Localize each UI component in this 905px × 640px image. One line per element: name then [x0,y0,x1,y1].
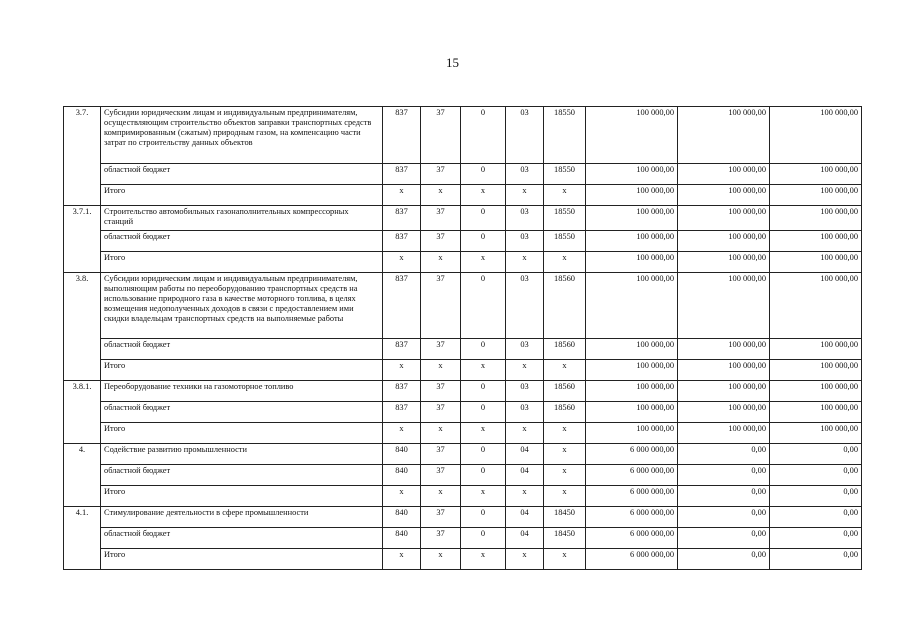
amount-cell: 0,00 [678,444,770,465]
amount-cell: 6 000 000,00 [586,444,678,465]
amount-cell: 0,00 [678,549,770,570]
row-description: областной бюджет [101,339,383,360]
code-cell: 837 [383,273,421,339]
amount-cell: 100 000,00 [586,360,678,381]
code-cell: х [461,549,506,570]
code-cell: 837 [383,231,421,252]
amount-cell: 100 000,00 [770,402,862,423]
code-cell: х [421,549,461,570]
table-row [64,381,862,402]
amount-cell: 100 000,00 [586,164,678,185]
code-cell: х [461,185,506,206]
table-row [64,252,862,273]
row-description: Итого [101,185,383,206]
code-cell: 0 [461,507,506,528]
code-cell: х [544,444,586,465]
code-cell: 37 [421,231,461,252]
amount-cell: 100 000,00 [586,206,678,231]
amount-cell: 100 000,00 [770,360,862,381]
code-cell: х [544,465,586,486]
code-cell: 837 [383,206,421,231]
code-cell: 03 [506,164,544,185]
code-cell: 0 [461,164,506,185]
amount-cell: 100 000,00 [586,273,678,339]
code-cell: 18560 [544,402,586,423]
code-cell: 03 [506,402,544,423]
code-cell: х [506,486,544,507]
amount-cell: 6 000 000,00 [586,465,678,486]
amount-cell: 0,00 [770,528,862,549]
code-cell: 03 [506,381,544,402]
amount-cell: 100 000,00 [678,185,770,206]
amount-cell: 100 000,00 [678,231,770,252]
amount-cell: 100 000,00 [678,107,770,164]
amount-cell: 6 000 000,00 [586,528,678,549]
code-cell: 04 [506,528,544,549]
code-cell: х [544,360,586,381]
amount-cell: 0,00 [770,465,862,486]
amount-cell: 0,00 [770,486,862,507]
code-cell: 18450 [544,528,586,549]
amount-cell: 100 000,00 [678,164,770,185]
amount-cell: 0,00 [770,507,862,528]
code-cell: 37 [421,381,461,402]
budget-table [63,106,862,570]
amount-cell: 100 000,00 [678,273,770,339]
code-cell: 37 [421,528,461,549]
amount-cell: 0,00 [678,465,770,486]
amount-cell: 100 000,00 [586,339,678,360]
table-row [64,273,862,339]
code-cell: 18550 [544,164,586,185]
code-cell: х [421,486,461,507]
table-row [64,164,862,185]
amount-cell: 100 000,00 [770,423,862,444]
section-number: 4.1. [64,507,101,570]
code-cell: 37 [421,465,461,486]
code-cell: х [383,360,421,381]
code-cell: 18550 [544,231,586,252]
code-cell: х [421,185,461,206]
code-cell: 840 [383,507,421,528]
code-cell: х [461,360,506,381]
section-number: 3.7.1. [64,206,101,273]
code-cell: х [461,423,506,444]
code-cell: 0 [461,465,506,486]
code-cell: 18560 [544,339,586,360]
page-number: 15 [446,55,459,70]
code-cell: х [421,423,461,444]
code-cell: 840 [383,528,421,549]
amount-cell: 100 000,00 [678,339,770,360]
row-description: Переоборудование техники на газомоторное топливо [101,381,383,402]
row-description: Итого [101,360,383,381]
table-row [64,185,862,206]
row-description: Итого [101,549,383,570]
code-cell: 37 [421,444,461,465]
amount-cell: 100 000,00 [770,252,862,273]
code-cell: 04 [506,444,544,465]
code-cell: х [421,252,461,273]
row-description: Итого [101,252,383,273]
amount-cell: 100 000,00 [586,381,678,402]
code-cell: 37 [421,339,461,360]
table-row [64,507,862,528]
row-description: областной бюджет [101,231,383,252]
code-cell: 837 [383,402,421,423]
code-cell: 0 [461,444,506,465]
amount-cell: 100 000,00 [586,402,678,423]
code-cell: х [383,486,421,507]
code-cell: 837 [383,107,421,164]
code-cell: 0 [461,107,506,164]
code-cell: 0 [461,206,506,231]
code-cell: 37 [421,402,461,423]
row-description: областной бюджет [101,164,383,185]
table-row [64,423,862,444]
section-number: 3.8.1. [64,381,101,444]
amount-cell: 0,00 [678,507,770,528]
amount-cell: 100 000,00 [770,107,862,164]
code-cell: х [383,185,421,206]
table-row [64,107,862,164]
code-cell: х [421,360,461,381]
amount-cell: 0,00 [678,528,770,549]
code-cell: 18450 [544,507,586,528]
code-cell: 0 [461,273,506,339]
code-cell: 837 [383,339,421,360]
code-cell: х [383,252,421,273]
table-row [64,486,862,507]
amount-cell: 0,00 [770,549,862,570]
code-cell: 37 [421,107,461,164]
row-description: Строительство автомобильных газонаполнительных компрессорных станций [101,206,383,231]
code-cell: 37 [421,206,461,231]
table-row [64,339,862,360]
amount-cell: 100 000,00 [770,231,862,252]
code-cell: х [383,549,421,570]
amount-cell: 100 000,00 [770,381,862,402]
code-cell: 18550 [544,107,586,164]
amount-cell: 100 000,00 [586,423,678,444]
code-cell: 0 [461,339,506,360]
code-cell: 0 [461,528,506,549]
amount-cell: 100 000,00 [770,273,862,339]
code-cell: 18560 [544,273,586,339]
code-cell: х [544,252,586,273]
code-cell: 837 [383,381,421,402]
amount-cell: 6 000 000,00 [586,507,678,528]
code-cell: 0 [461,231,506,252]
amount-cell: 100 000,00 [678,252,770,273]
code-cell: х [544,486,586,507]
row-description: Стимулирование деятельности в сфере промышленности [101,507,383,528]
row-description: областной бюджет [101,465,383,486]
amount-cell: 100 000,00 [770,185,862,206]
code-cell: х [461,486,506,507]
amount-cell: 100 000,00 [586,107,678,164]
code-cell: 03 [506,273,544,339]
row-description: областной бюджет [101,528,383,549]
amount-cell: 100 000,00 [770,339,862,360]
amount-cell: 100 000,00 [770,164,862,185]
amount-cell: 100 000,00 [586,252,678,273]
code-cell: 37 [421,273,461,339]
code-cell: 04 [506,465,544,486]
amount-cell: 100 000,00 [678,402,770,423]
code-cell: 37 [421,164,461,185]
amount-cell: 100 000,00 [678,360,770,381]
code-cell: х [383,423,421,444]
code-cell: х [544,423,586,444]
code-cell: х [544,185,586,206]
code-cell: 840 [383,465,421,486]
code-cell: 0 [461,402,506,423]
code-cell: х [544,549,586,570]
section-number: 3.8. [64,273,101,381]
row-description: Содействие развитию промышленности [101,444,383,465]
code-cell: 04 [506,507,544,528]
amount-cell: 100 000,00 [678,381,770,402]
code-cell: х [506,252,544,273]
code-cell: х [506,423,544,444]
code-cell: 37 [421,507,461,528]
code-cell: х [506,185,544,206]
code-cell: 18550 [544,206,586,231]
table-row [64,528,862,549]
amount-cell: 6 000 000,00 [586,486,678,507]
amount-cell: 100 000,00 [678,206,770,231]
amount-cell: 100 000,00 [586,231,678,252]
budget-table-body [64,107,862,570]
code-cell: 0 [461,381,506,402]
amount-cell: 0,00 [770,444,862,465]
table-row [64,549,862,570]
amount-cell: 6 000 000,00 [586,549,678,570]
table-row [64,402,862,423]
amount-cell: 100 000,00 [770,206,862,231]
row-description: Субсидии юридическим лицам и индивидуальным предпринимателям, выполняющим работы по переоборудованию транспортных средств на использование природного газа в качестве моторного топлива, в целях возмещения недополученных доходов в связи с предоставлением ими скидки владельцам транспортных средств на выполняемые работы [101,273,383,339]
code-cell: 03 [506,231,544,252]
table-row [64,360,862,381]
amount-cell: 0,00 [678,486,770,507]
section-number: 3.7. [64,107,101,206]
code-cell: 18560 [544,381,586,402]
row-description: Субсидии юридическим лицам и индивидуальным предпринимателям, осуществляющим строительство объектов заправки транспортных средств компримированным (сжатым) природным газом, на компенсацию части затрат по строительству данных объектов [101,107,383,164]
table-row [64,465,862,486]
table-row [64,444,862,465]
row-description: Итого [101,486,383,507]
row-description: Итого [101,423,383,444]
table-row [64,206,862,231]
section-number: 4. [64,444,101,507]
code-cell: 840 [383,444,421,465]
code-cell: 03 [506,206,544,231]
code-cell: х [461,252,506,273]
row-description: областной бюджет [101,402,383,423]
code-cell: 837 [383,164,421,185]
code-cell: х [506,549,544,570]
amount-cell: 100 000,00 [586,185,678,206]
amount-cell: 100 000,00 [678,423,770,444]
table-row [64,231,862,252]
code-cell: 03 [506,339,544,360]
code-cell: х [506,360,544,381]
code-cell: 03 [506,107,544,164]
